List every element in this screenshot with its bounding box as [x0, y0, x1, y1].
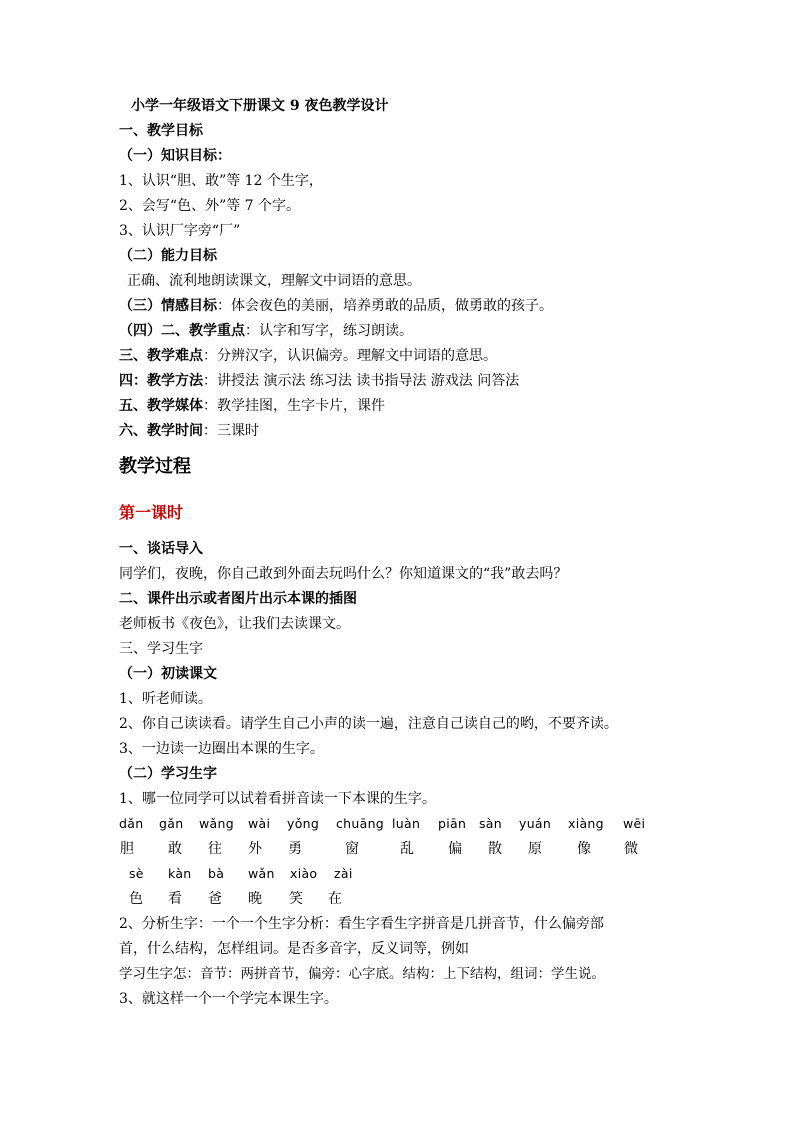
character: 胆: [120, 841, 134, 857]
learn-item-2c: 学习生字怎：音节：两拼音节，偏旁：心字底。结构：上下结构，组词：学生说。: [119, 966, 605, 982]
difficulty-text: ：分辨汉字，认识偏旁。理解文中词语的意思。: [203, 348, 497, 364]
character: 色: [129, 891, 143, 907]
read-item-1: 1、听老师读。: [119, 691, 212, 707]
character: 微: [624, 841, 638, 857]
character: 敢: [168, 841, 182, 857]
knowledge-heading: （一）知识目标：: [119, 148, 231, 164]
emotion-label: （三）情感目标: [119, 298, 217, 314]
ability-text: 正确、流利地朗读课文，理解文中词语的意思。: [127, 273, 421, 289]
pinyin: zài: [334, 866, 353, 881]
pinyin: luàn: [392, 816, 421, 831]
ability-heading: （二）能力目标: [119, 248, 217, 264]
character: 偏: [448, 841, 462, 857]
pinyin: gǎn: [159, 816, 184, 831]
section-1-text: 同学们，夜晚，你自己敢到外面去玩吗什么？你知道课文的“我”敢去吗？: [119, 566, 568, 582]
character: 像: [577, 841, 591, 857]
pinyin: kàn: [168, 866, 192, 881]
process-heading: 教学过程: [119, 456, 191, 477]
teaching-media: [119, 397, 385, 415]
method-text: ：讲授法 演示法 练习法 读书指导法 游戏法 问答法: [203, 373, 520, 389]
emotion-goal: [119, 297, 553, 315]
knowledge-item-3: 3、认识厂字旁“厂”: [119, 223, 241, 239]
section-3-heading: 三、学习生字: [119, 641, 203, 657]
first-read-heading: （一）初读课文: [119, 666, 217, 682]
character: 外: [248, 841, 262, 857]
teaching-time: [119, 422, 259, 440]
character: 勇: [288, 841, 302, 857]
character: 看: [168, 891, 182, 907]
media-label: 五、教学媒体: [119, 398, 203, 414]
time-text: ：三课时: [203, 423, 259, 439]
section-2-text: 老师板书《夜色》，让我们去读课文。: [119, 616, 350, 632]
goals-heading: 一、教学目标: [119, 123, 203, 139]
read-item-2: 2、你自己读读看。请学生自己小声的读一遍，注意自己读自己的哟，不要齐读。: [119, 716, 618, 732]
learn-item-2a: 2、分析生字：一个一个生字分析：看生字看生字拼音是几拼音节，什么偏旁部: [119, 916, 604, 932]
character: 晚: [248, 891, 262, 907]
character: 在: [328, 891, 342, 907]
pinyin: chuāng: [336, 816, 385, 831]
learn-chars-heading: （二）学习生字: [119, 766, 217, 782]
learn-item-3: 3、就这样一个一个学完本课生字。: [119, 991, 338, 1007]
character: 原: [528, 841, 542, 857]
knowledge-item-2: 2、会写“色、外”等 7 个字。: [119, 198, 301, 214]
pinyin: bà: [208, 866, 225, 881]
character: 笑: [289, 891, 303, 907]
pinyin: wài: [248, 816, 271, 831]
pinyin: yuán: [519, 816, 552, 831]
emotion-text: ：体会夜色的美丽，培养勇敢的品质，做勇敢的孩子。: [217, 298, 553, 314]
pinyin: sè: [129, 866, 144, 881]
chars-row-2: [0, 890, 794, 910]
read-item-3: 3、一边读一边圈出本课的生字。: [119, 741, 324, 757]
key-text: ：认字和写字，练习朗读。: [245, 323, 413, 339]
knowledge-item-1: 1、认识“胆、敢”等 12 个生字，: [119, 173, 323, 189]
character: 往: [208, 841, 222, 857]
media-text: ：教学挂图，生字卡片，课件: [203, 398, 385, 414]
lesson-1-heading: 第一课时: [119, 503, 184, 522]
pinyin: sàn: [479, 816, 502, 831]
pinyin-row-1: [0, 815, 794, 835]
learn-item-2b: 首，什么结构，怎样组词。是否多音字，反义词等，例如: [119, 941, 469, 957]
time-label: 六、教学时间: [119, 423, 203, 439]
chars-row-1: [0, 840, 794, 860]
pinyin: wǎng: [199, 816, 234, 831]
pinyin: piān: [438, 816, 467, 831]
character: 爸: [208, 891, 222, 907]
section-2-heading: 二、课件出示或者图片出示本课的插图: [119, 591, 357, 607]
method-label: 四：教学方法: [119, 373, 203, 389]
pinyin: xiàng: [568, 816, 604, 831]
pinyin: wēi: [623, 816, 646, 831]
pinyin: yǒng: [287, 816, 320, 831]
teaching-method: [119, 372, 519, 390]
character: 窗: [345, 841, 359, 857]
character: 乱: [400, 841, 414, 857]
key-points: [119, 322, 413, 340]
document-title: 小学一年级语文下册课文 9 夜色教学设计: [131, 98, 389, 114]
pinyin: dǎn: [119, 816, 144, 831]
difficulty: [119, 347, 497, 365]
learn-item-1: 1、哪一位同学可以试着看拼音读一下本课的生字。: [119, 791, 436, 807]
key-label: （四）二、教学重点: [119, 323, 245, 339]
pinyin: xiào: [290, 866, 318, 881]
character: 散: [488, 841, 502, 857]
difficulty-label: 三、教学难点: [119, 348, 203, 364]
pinyin-row-2: [0, 865, 794, 885]
pinyin: wǎn: [248, 866, 275, 881]
section-1-heading: 一、谈话导入: [119, 541, 203, 557]
